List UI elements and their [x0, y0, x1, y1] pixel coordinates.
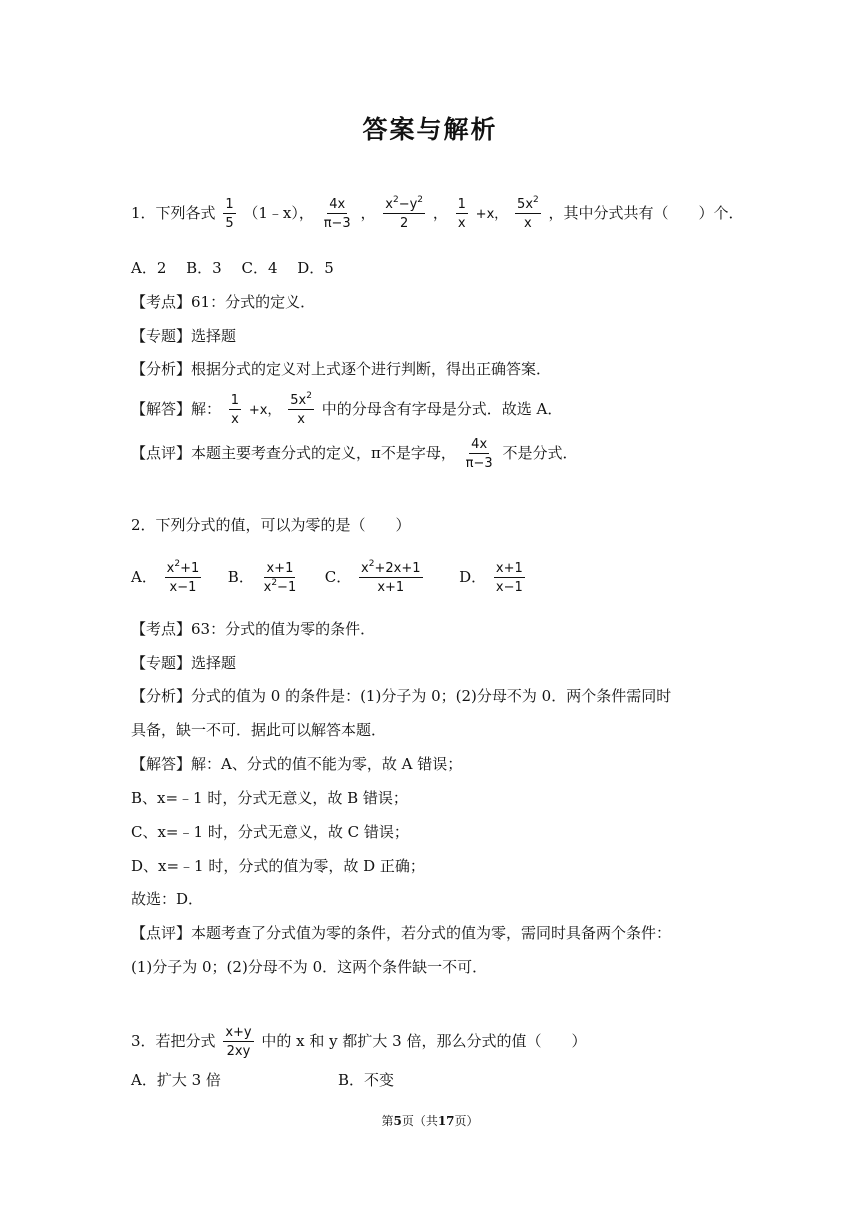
q2-guxuan: 故选：D． [131, 890, 204, 908]
q1-fraction-3 [383, 195, 425, 231]
q1-dianping-fraction [464, 438, 495, 470]
numerator [383, 195, 425, 214]
denominator: 2xy [226, 1044, 251, 1059]
denominator: x [457, 216, 466, 231]
q1-jieda-lead: 【解答】解： [131, 400, 222, 418]
numerator: x+1 [266, 561, 294, 576]
numerator: 4x [471, 437, 488, 452]
footer-suffix: 页） [454, 1114, 479, 1128]
q1-sep-2: ， [432, 204, 448, 222]
q1-lead: 1．下列各式 [131, 204, 216, 222]
q3-option-a: A．扩大 3 倍 [131, 1071, 221, 1089]
q2-jieda-c: C、x=﹣1 时，分式无意义，故 C 错误； [131, 823, 409, 841]
term: x [166, 561, 175, 576]
numerator: 1 [230, 393, 240, 408]
denominator: x−1 [495, 580, 523, 595]
denominator: π−3 [323, 216, 351, 231]
q2-option-c-fraction [359, 559, 422, 595]
total-pages: 17 [437, 1114, 455, 1128]
q3-tail: 中的 x 和 y 都扩大 3 倍，那么分式的值（ ） [261, 1032, 587, 1050]
denominator: x [231, 412, 239, 427]
q2-jieda: 【解答】解：A、分式的值不能为零，故 A 错误； [131, 755, 463, 773]
q2-kaodian: 【考点】63：分式的值为零的条件． [131, 620, 376, 638]
denominator: π−3 [465, 456, 493, 471]
term: x [361, 561, 369, 576]
q1-jieda-tail: 中的分母含有字母是分式．故选 A． [321, 400, 563, 418]
numerator [515, 195, 541, 214]
q1-sep-1: ， [360, 204, 376, 222]
q1-tail: ，其中分式共有（ ）个． [548, 204, 744, 222]
denominator [262, 578, 299, 594]
denominator: 2 [400, 216, 409, 231]
footer-middle: 页（共 [401, 1114, 438, 1128]
q1-fraction-1 [223, 198, 235, 230]
term: +2x+1 [374, 561, 421, 576]
q1-dianping-lead: 【点评】本题主要考查分式的定义，π不是字母， [131, 444, 456, 462]
q1-fraction-2 [322, 198, 353, 230]
numerator: x+y [225, 1025, 252, 1040]
q2-option-d-label: D． [459, 568, 487, 586]
page-footer [0, 1112, 860, 1129]
q1-options: A．2 B．3 C．4 D．5 [131, 259, 334, 277]
numerator: x+1 [495, 561, 523, 576]
term: 5x [290, 393, 307, 408]
exponent: 2 [174, 559, 181, 569]
q2-option-b-fraction [262, 562, 299, 594]
q2-option-d-fraction [494, 562, 525, 594]
q1-plus-x: +x， [475, 207, 508, 222]
q2-dianping-line-1: 【点评】本题考查了分式值为零的条件，若分式的值为零，需同时具备两个条件： [131, 924, 672, 942]
numerator [359, 559, 422, 578]
q1-jieda-plus: +x， [248, 403, 281, 418]
q1-jieda-fraction-1 [229, 394, 241, 426]
q1-fraction-5 [515, 195, 541, 231]
q2-jieda-b: B、x=﹣1 时，分式无意义，故 B 错误； [131, 789, 408, 807]
q2-fenxi-line-1: 【分析】分式的值为 0 的条件是：(1)分子为 0；(2)分母不为 0．两个条件需同时 [131, 687, 672, 705]
q3-fraction [223, 1026, 253, 1058]
q2-zhuanti: 【专题】选择题 [131, 654, 237, 672]
term: −y [398, 197, 418, 212]
denominator: 5 [225, 216, 234, 231]
q2-jieda-d: D、x=﹣1 时，分式的值为零，故 D 正确； [131, 857, 425, 875]
denominator: x [297, 412, 305, 427]
page-title: 答案与解析 [362, 115, 498, 144]
q1-zhuanti: 【专题】选择题 [131, 327, 237, 345]
denominator: x+1 [377, 580, 405, 595]
q2-option-c-label: C． [324, 568, 352, 586]
term: +1 [180, 561, 200, 576]
q1-fenxi: 【分析】根据分式的定义对上式逐个进行判断，得出正确答案． [131, 360, 552, 378]
term: x [263, 580, 272, 595]
exponent: 2 [306, 391, 312, 401]
exponent: 2 [392, 195, 399, 205]
question-2-stem: 2．下列分式的值，可以为零的是（ ） [131, 516, 411, 534]
q3-option-b: B．不变 [338, 1071, 395, 1089]
q1-after-1: （1﹣x）， [243, 204, 314, 222]
q3-lead: 3．若把分式 [131, 1032, 216, 1050]
exponent: 2 [271, 578, 278, 588]
q1-jieda [131, 391, 563, 427]
term: x [385, 197, 393, 212]
page-number: 5 [393, 1114, 402, 1128]
q1-jieda-fraction-2 [288, 391, 314, 427]
denominator: x−1 [169, 580, 197, 595]
term: 5x [517, 197, 534, 212]
q1-dianping [131, 438, 577, 470]
exponent: 2 [417, 195, 424, 205]
q1-dianping-tail: 不是分式． [502, 444, 578, 462]
footer-prefix: 第 [381, 1114, 394, 1128]
numerator [165, 559, 202, 578]
exponent: 2 [368, 559, 375, 569]
q2-fenxi-line-2: 具备，缺一不可．据此可以解答本题． [131, 721, 387, 739]
q2-option-a-label: A． [131, 568, 157, 586]
q1-kaodian: 【考点】61：分式的定义． [131, 293, 316, 311]
exponent: 2 [533, 195, 539, 205]
question-1-stem [131, 195, 744, 231]
numerator: 1 [225, 197, 234, 212]
q2-option-b-label: B． [227, 568, 254, 586]
numerator [288, 391, 314, 410]
numerator: 1 [457, 197, 466, 212]
question-3-stem [131, 1026, 586, 1058]
term: −1 [277, 580, 297, 595]
q1-fraction-4 [456, 198, 468, 230]
numerator: 4x [329, 197, 346, 212]
q2-options [131, 559, 528, 595]
denominator: x [524, 216, 532, 231]
q2-dianping-line-2: (1)分子为 0；(2)分母不为 0．这两个条件缺一不可． [131, 958, 488, 976]
q2-option-a-fraction [165, 559, 202, 595]
